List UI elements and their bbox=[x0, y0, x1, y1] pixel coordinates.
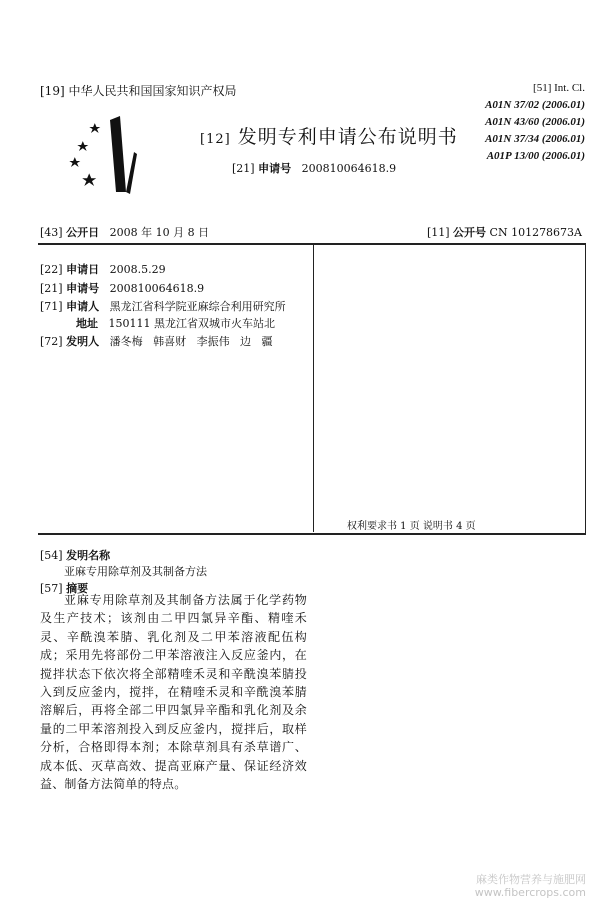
applicant-label: 申请人 bbox=[66, 300, 100, 313]
app-no-label: 申请号 bbox=[258, 162, 292, 175]
ipc-block bbox=[455, 82, 585, 167]
vertical-divider bbox=[313, 245, 314, 532]
inventors-value: 潘冬梅 韩喜财 李振伟 边 疆 bbox=[109, 335, 273, 348]
address-label: 地址 bbox=[76, 317, 98, 330]
ipc-label: [51] Int. Cl. bbox=[533, 82, 585, 94]
watermark bbox=[475, 873, 586, 899]
inventor-label: 发明人 bbox=[66, 335, 100, 348]
inventors-row bbox=[40, 333, 273, 349]
inid-code-21: [21] bbox=[40, 282, 63, 295]
pub-date-label: 公开日 bbox=[66, 226, 100, 239]
publication-type-title: 发明专利申请公布说明书 bbox=[237, 126, 458, 148]
watermark-site-name: 麻类作物营养与施肥网 bbox=[476, 873, 586, 886]
pub-no-value: CN 101278673A bbox=[489, 226, 582, 239]
office-header bbox=[40, 82, 236, 99]
cnipa-logo-icon bbox=[64, 112, 164, 198]
filing-date-row bbox=[40, 261, 166, 277]
abstract-text: 亚麻专用除草剂及其制备方法属于化学药物及生产技术；该剂由二甲四氯异辛酯、精喹禾灵、辛酰溴苯腈、乳化剂及二甲苯溶液配伍构成；采用先将部份二甲苯溶液注入反应釜内，在搅拌状态下依次将全部精喹禾灵和辛酰溴苯腈投入到反应釜内，搅拌，在精喹禾灵和辛酰溴苯腈溶解后，再将全部二甲四氯异辛酯和乳化剂及余量的二甲苯溶剂投入到反应釜内，搅拌后，取样分析，合格即得本剂；本除草剂具有杀草谱广、成本低、灭草高效、提高亚麻产量、保证经济效益、制备方法简单的特点。 bbox=[40, 593, 307, 792]
inid-code-21: [21] bbox=[232, 162, 255, 175]
abstract-label: 摘要 bbox=[66, 582, 89, 595]
inid-code-22: [22] bbox=[40, 263, 63, 276]
address-row bbox=[64, 315, 275, 331]
title-label: 发明名称 bbox=[66, 549, 111, 562]
right-border bbox=[585, 245, 586, 533]
applicant-row bbox=[40, 298, 286, 314]
office-name: 中华人民共和国国家知识产权局 bbox=[68, 84, 237, 98]
inid-code-54: [54] bbox=[40, 549, 63, 562]
filing-date-value: 2008.5.29 bbox=[109, 263, 166, 276]
address-value: 150111 黑龙江省双城市火车站北 bbox=[108, 317, 275, 330]
invention-title: 亚麻专用除草剂及其制备方法 bbox=[64, 565, 207, 578]
app-no-value: 200810064618.9 bbox=[301, 162, 397, 175]
inid-code-72: [72] bbox=[40, 335, 63, 348]
ipc-class: A01P 13/00 (2006.01) bbox=[486, 150, 585, 162]
filing-date-label: 申请日 bbox=[66, 263, 100, 276]
ipc-class: A01N 37/02 (2006.01) bbox=[485, 99, 585, 111]
inid-code-71: [71] bbox=[40, 300, 63, 313]
watermark-url: www.fibercrops.com bbox=[474, 886, 586, 899]
application-number-row bbox=[40, 280, 204, 296]
app-value: 200810064618.9 bbox=[109, 282, 205, 295]
pub-date-value: 2008 年 10 月 8 日 bbox=[109, 226, 210, 239]
pub-no-label: 公开号 bbox=[453, 226, 487, 239]
pages-note: 权利要求书 1 页 说明书 4 页 bbox=[347, 521, 476, 532]
ipc-class: A01N 37/34 (2006.01) bbox=[485, 133, 585, 145]
ipc-class: A01N 43/60 (2006.01) bbox=[485, 116, 585, 128]
publication-type bbox=[200, 122, 458, 149]
inid-code-43: [43] bbox=[40, 226, 63, 239]
inid-code-57: [57] bbox=[40, 582, 63, 595]
app-label: 申请号 bbox=[66, 282, 100, 295]
header-application-number bbox=[232, 160, 396, 176]
publication-date-row bbox=[40, 224, 209, 240]
inid-code-19: [19] bbox=[40, 84, 65, 98]
publication-number-row bbox=[427, 224, 582, 240]
inid-code-11: [11] bbox=[426, 226, 450, 239]
applicant-value: 黑龙江省科学院亚麻综合利用研究所 bbox=[109, 300, 286, 313]
title-heading bbox=[40, 547, 110, 563]
mid-divider bbox=[38, 533, 586, 535]
top-divider bbox=[38, 243, 586, 245]
inid-code-12: [12] bbox=[200, 132, 231, 147]
